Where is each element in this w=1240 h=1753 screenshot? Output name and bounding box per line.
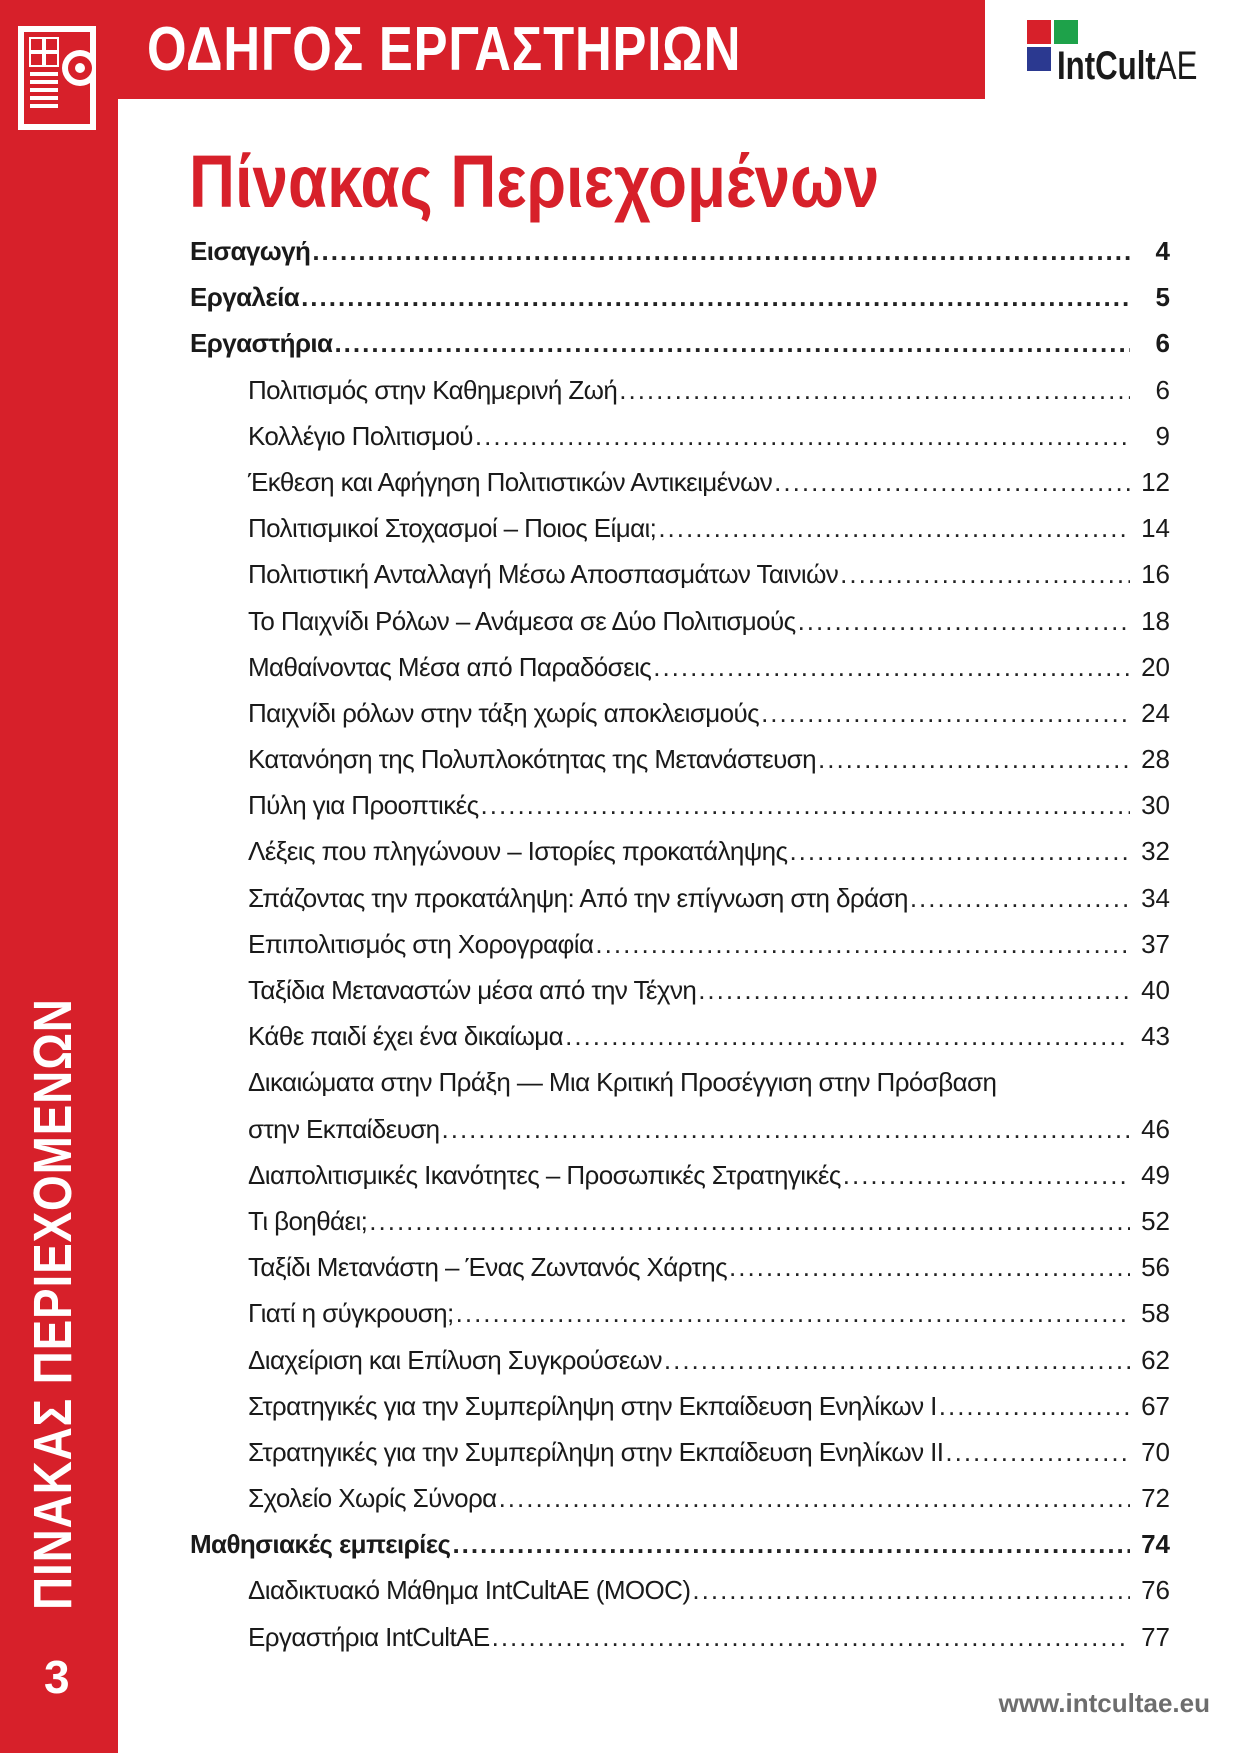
toc-page-number: 67 bbox=[1141, 1390, 1170, 1421]
toc-entry-title: Εργαστήρια IntCultAE bbox=[248, 1621, 490, 1652]
toc-page-number: 40 bbox=[1141, 975, 1170, 1005]
logo-blue-face-icon bbox=[1027, 47, 1051, 71]
toc-entry-title: Πολιτιστική Ανταλλαγή Μέσω Αποσπασμάτων Ταινιών bbox=[248, 559, 839, 590]
toc-leader-dots bbox=[595, 921, 1130, 967]
toc-entry[interactable] bbox=[190, 1337, 1170, 1383]
toc-entry[interactable] bbox=[190, 1429, 1170, 1475]
header-title: ΟΔΗΓΟΣ ΕΡΓΑΣΤΗΡΙΩΝ bbox=[147, 15, 742, 84]
toc-entry-title: Πύλη για Προοπτικές bbox=[248, 790, 479, 821]
toc-leader-dots bbox=[692, 1567, 1130, 1613]
toc-entry[interactable] bbox=[190, 1013, 1170, 1059]
toc-entry-title: Γιατί η σύγκρουση; bbox=[248, 1298, 454, 1329]
toc-leader-dots bbox=[729, 1244, 1130, 1290]
toc-entry[interactable] bbox=[190, 875, 1170, 921]
toc-leader-dots bbox=[789, 828, 1130, 874]
toc-entry[interactable] bbox=[190, 1614, 1170, 1660]
toc-leader-dots bbox=[840, 551, 1130, 597]
toc-entry[interactable] bbox=[190, 1475, 1170, 1521]
toc-page-number: 76 bbox=[1141, 1575, 1170, 1606]
toc-entry[interactable] bbox=[190, 1567, 1170, 1613]
toc-leader-dots bbox=[499, 1475, 1130, 1521]
toc-leader-dots bbox=[481, 782, 1130, 828]
toc-leader-dots bbox=[664, 1337, 1130, 1383]
toc-entry-title: Σπάζοντας την προκατάληψη: Από την επίγνωση στη δράση bbox=[248, 882, 908, 913]
toc-page-number: 62 bbox=[1141, 1344, 1170, 1375]
toc-entry[interactable] bbox=[190, 1152, 1170, 1198]
toc-entry-title: Στρατηγικές για την Συμπερίληψη στην Εκπαίδευση Ενηλίκων ΙΙ bbox=[248, 1436, 944, 1467]
toc-page-number: 5 bbox=[1155, 282, 1170, 313]
toc-leader-dots bbox=[843, 1152, 1130, 1198]
toc-entry[interactable] bbox=[190, 1198, 1170, 1244]
toc-leader-dots bbox=[565, 1013, 1130, 1059]
toc-entry-title: Πολιτισμικοί Στοχασμοί – Ποιος Είμαι; bbox=[248, 513, 657, 544]
logo-text: IntCultAE bbox=[1057, 44, 1198, 88]
toc-entry-title: Κολλέγιο Πολιτισμού bbox=[248, 420, 473, 451]
toc-leader-dots bbox=[456, 1290, 1130, 1336]
toc-entry[interactable] bbox=[190, 459, 1170, 505]
toc-page-number: 74 bbox=[1141, 1529, 1170, 1560]
toc-entry-title: Ταξίδια Μεταναστών μέσα από την Τέχνη bbox=[248, 975, 697, 1005]
logo-green-face-icon bbox=[1054, 20, 1078, 44]
toc-entry-title: Σχολείο Χωρίς Σύνορα bbox=[248, 1483, 497, 1514]
toc-entry-title: Διαπολιτισμικές Ικανότητες – Προσωπικές Στρατηγικές bbox=[248, 1159, 841, 1190]
toc-entry-title: Δικαιώματα στην Πράξη — Μια Κριτική Προσέγγιση στην Πρόσβαση bbox=[248, 1067, 997, 1098]
toc-entry-title: Ταξίδι Μετανάστη – Ένας Ζωντανός Χάρτης bbox=[248, 1252, 728, 1283]
toc-page-number: 12 bbox=[1141, 466, 1170, 497]
toc-page-number: 28 bbox=[1141, 744, 1170, 775]
toc-page-number: 49 bbox=[1141, 1159, 1170, 1190]
toc-leader-dots bbox=[653, 644, 1130, 690]
toc-entry[interactable] bbox=[190, 736, 1170, 782]
toc-entry[interactable] bbox=[190, 413, 1170, 459]
toc-page-number: 32 bbox=[1141, 836, 1170, 867]
toc-page-number: 6 bbox=[1155, 374, 1170, 405]
toc-page-number: 43 bbox=[1141, 1021, 1170, 1052]
table-of-contents bbox=[190, 228, 1170, 1660]
toc-page-number: 16 bbox=[1141, 559, 1170, 590]
toc-page-number: 37 bbox=[1141, 928, 1170, 959]
toc-entry[interactable] bbox=[190, 1059, 1170, 1105]
toc-leader-dots bbox=[761, 690, 1130, 736]
toc-page-number: 58 bbox=[1141, 1298, 1170, 1329]
toc-page-number: 70 bbox=[1141, 1436, 1170, 1467]
toc-entry-title: Έκθεση και Αφήγηση Πολιτιστικών Αντικειμένων bbox=[248, 466, 773, 497]
toc-entry[interactable] bbox=[190, 644, 1170, 690]
toc-entry[interactable] bbox=[190, 690, 1170, 736]
page-number: 3 bbox=[44, 1651, 70, 1703]
toc-entry-title: Πολιτισμός στην Καθημερινή Ζωή bbox=[248, 374, 618, 405]
toc-leader-dots bbox=[475, 413, 1130, 459]
toc-entry[interactable] bbox=[190, 1244, 1170, 1290]
toc-entry-title: Παιχνίδι ρόλων στην τάξη χωρίς αποκλεισμούς bbox=[248, 697, 760, 728]
toc-page-number: 18 bbox=[1141, 605, 1170, 636]
toc-entry-title: Λέξεις που πληγώνουν – Ιστορίες προκατάληψης bbox=[248, 836, 788, 867]
toc-entry-title: Κατανόηση της Πολυπλοκότητας της Μετανάστευση bbox=[248, 744, 816, 775]
toc-page-number: 52 bbox=[1141, 1205, 1170, 1236]
toc-entry[interactable] bbox=[190, 274, 1170, 320]
toc-page-number: 9 bbox=[1155, 420, 1170, 451]
toc-entry[interactable] bbox=[190, 1383, 1170, 1429]
intcultae-logo bbox=[1027, 20, 1207, 88]
footer-url[interactable]: www.intcultae.eu bbox=[998, 1688, 1210, 1718]
document-gear-icon bbox=[18, 26, 96, 130]
toc-leader-dots bbox=[442, 1106, 1130, 1152]
toc-entry[interactable] bbox=[190, 782, 1170, 828]
logo-red-face-icon bbox=[1027, 20, 1051, 44]
toc-page-number: 14 bbox=[1141, 513, 1170, 544]
toc-entry[interactable] bbox=[190, 505, 1170, 551]
toc-page-number: 24 bbox=[1141, 697, 1170, 728]
toc-entry-title: Στρατηγικές για την Συμπερίληψη στην Εκπαίδευση Ενηλίκων Ι bbox=[248, 1390, 937, 1421]
toc-entry-title: Εργαλεία bbox=[190, 282, 300, 313]
toc-leader-dots bbox=[945, 1429, 1130, 1475]
toc-leader-dots bbox=[939, 1383, 1130, 1429]
toc-entry[interactable] bbox=[190, 828, 1170, 874]
toc-leader-dots bbox=[910, 875, 1130, 921]
toc-leader-dots bbox=[369, 1198, 1130, 1244]
toc-leader-dots bbox=[452, 1521, 1130, 1567]
toc-entry-title: Μαθαίνοντας Μέσα από Παραδόσεις bbox=[248, 651, 652, 682]
toc-entry[interactable] bbox=[190, 1290, 1170, 1336]
toc-entry[interactable] bbox=[190, 367, 1170, 413]
toc-entry-title: Κάθε παιδί έχει ένα δικαίωμα bbox=[248, 1021, 564, 1052]
toc-page-number: 46 bbox=[1141, 1113, 1170, 1144]
toc-entry-title: Τι βοηθάει; bbox=[248, 1205, 368, 1236]
toc-entry-title: Διαδικτυακό Μάθημα IntCultAE (MOOC) bbox=[248, 1575, 691, 1606]
toc-entry[interactable] bbox=[190, 921, 1170, 967]
toc-page-number: 4 bbox=[1155, 236, 1170, 266]
toc-leader-dots bbox=[334, 320, 1130, 366]
toc-entry-title: στην Εκπαίδευση bbox=[248, 1113, 440, 1144]
toc-entry-title: Εισαγωγή bbox=[190, 236, 311, 266]
toc-leader-dots bbox=[492, 1614, 1130, 1660]
toc-entry[interactable] bbox=[190, 967, 1170, 1013]
toc-page-number: 72 bbox=[1141, 1483, 1170, 1514]
toc-entry-title: Διαχείριση και Επίλυση Συγκρούσεων bbox=[248, 1344, 662, 1375]
toc-page-number: 34 bbox=[1141, 882, 1170, 913]
toc-entry-title: Εργαστήρια bbox=[190, 328, 333, 359]
toc-entry[interactable] bbox=[190, 598, 1170, 644]
toc-page-number: 77 bbox=[1141, 1621, 1170, 1652]
toc-entry[interactable] bbox=[190, 551, 1170, 597]
toc-leader-dots bbox=[619, 367, 1130, 413]
toc-entry[interactable] bbox=[190, 228, 1170, 274]
toc-leader-dots bbox=[698, 967, 1130, 1013]
toc-leader-dots bbox=[818, 736, 1130, 782]
toc-entry[interactable] bbox=[190, 1106, 1170, 1152]
toc-leader-dots bbox=[312, 228, 1130, 274]
toc-entry[interactable] bbox=[190, 1521, 1170, 1567]
toc-leader-dots bbox=[301, 274, 1130, 320]
toc-entry-title: Μαθησιακές εμπειρίες bbox=[190, 1529, 451, 1560]
page-title: Πίνακας Περιεχομένων bbox=[189, 140, 880, 223]
toc-entry-title: Επιπολιτισμός στη Χορογραφία bbox=[248, 928, 594, 959]
toc-page-number: 6 bbox=[1155, 328, 1170, 359]
toc-page-number: 30 bbox=[1141, 790, 1170, 821]
toc-leader-dots bbox=[658, 505, 1130, 551]
toc-entry-title: Το Παιχνίδι Ρόλων – Ανάμεσα σε Δύο Πολιτισμούς bbox=[248, 605, 796, 636]
toc-entry[interactable] bbox=[190, 320, 1170, 366]
toc-leader-dots bbox=[798, 598, 1130, 644]
toc-page-number: 56 bbox=[1141, 1252, 1170, 1283]
toc-leader-dots bbox=[774, 459, 1130, 505]
toc-page-number: 20 bbox=[1141, 651, 1170, 682]
sidebar-label: ΠΙΝΑΚΑΣ ΠΕΡΙΕΧΟΜΕΝΩΝ bbox=[23, 998, 83, 1610]
